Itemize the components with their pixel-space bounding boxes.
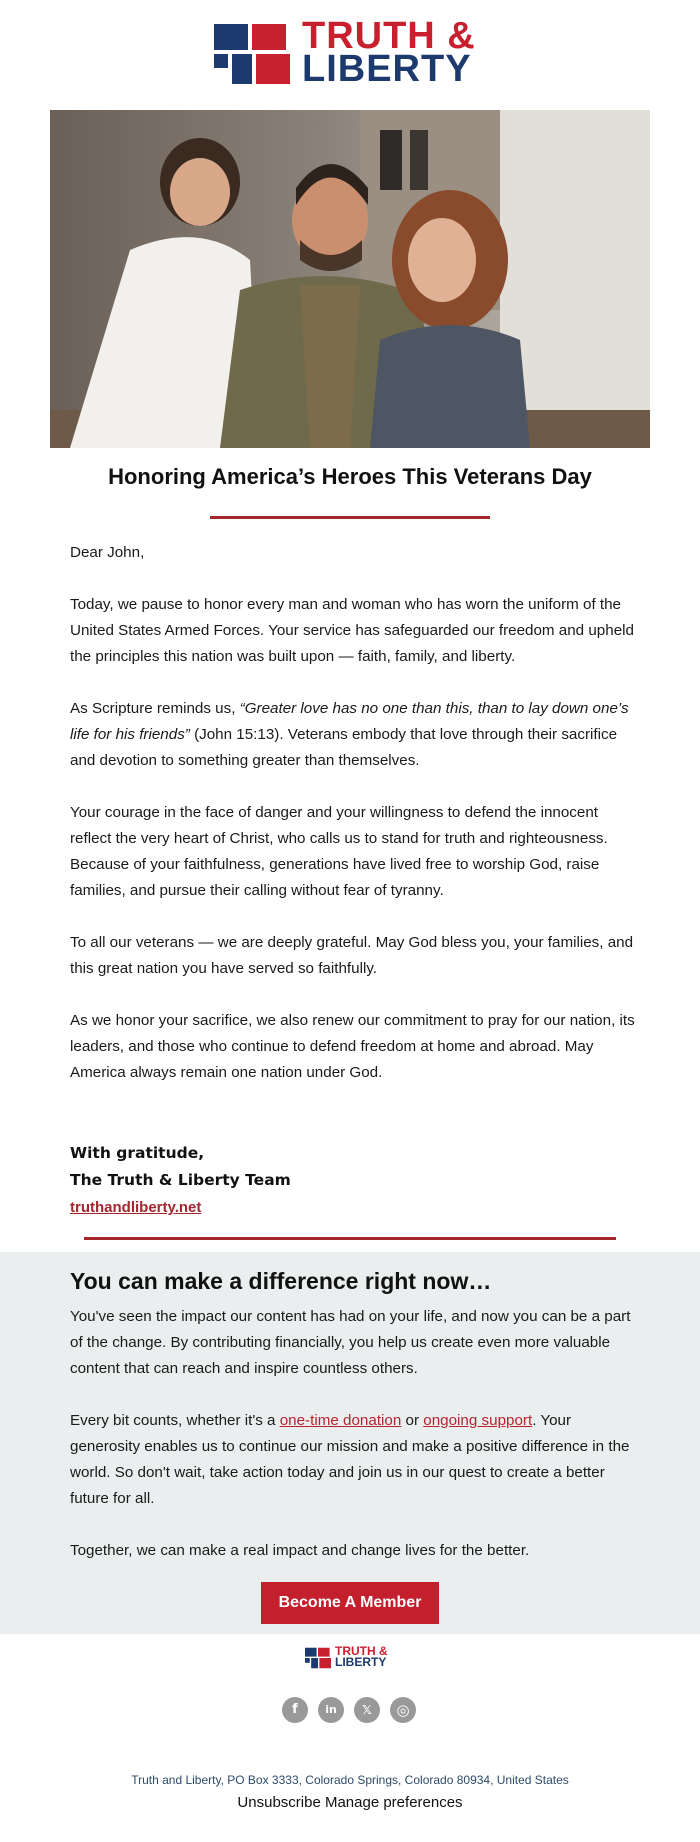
facebook-icon[interactable]: f <box>282 1697 308 1723</box>
footer-links <box>0 1794 700 1811</box>
paragraph-2-rest: (John 15:13). Veterans embody that love through their sacrifice and devotion to something greater than themselves. <box>70 726 618 769</box>
signature-closing: With gratitude, <box>70 1144 205 1162</box>
logo-mark-icon <box>214 24 290 84</box>
support-paragraph-3: Together, we can make a real impact and change lives for the better. <box>70 1542 530 1559</box>
social-links <box>282 1697 418 1723</box>
logo-line-2: LIBERTY <box>302 48 472 90</box>
signature-team: The Truth & Liberty Team <box>70 1171 291 1189</box>
footer-logo[interactable] <box>305 1646 397 1670</box>
paragraph-4: To all our veterans — we are deeply grateful. May God bless you, your families, and this great nation you have served so faithfully. <box>70 934 634 977</box>
support-section <box>0 1252 700 1634</box>
article-body <box>70 540 636 1112</box>
footer-logo-line-2: LIBERTY <box>335 1655 387 1669</box>
support-paragraph-2-or: or <box>401 1412 424 1429</box>
support-text <box>70 1304 640 1590</box>
section-divider <box>84 1237 616 1240</box>
support-paragraph-1: You've seen the impact our content has had on your life, and now you can be a part of the change. By contributing financially, you help us create even more valuable content that can reach and inspire countless others. <box>70 1308 631 1377</box>
become-member-button[interactable]: Become A Member <box>261 1582 439 1624</box>
paragraph-1: Today, we pause to honor every man and woman who has worn the uniform of the United States Armed Forces. Your service has safeguarded our freedom and upheld the principles this nation was built upon — faith, family, and liberty. <box>70 596 634 665</box>
footer-logo-line-1: TRUTH & <box>335 1644 388 1658</box>
hero-image <box>50 110 650 448</box>
mailing-address: Truth and Liberty, PO Box 3333, Colorado Springs, Colorado 80934, United States <box>131 1773 569 1787</box>
title-divider <box>210 516 490 519</box>
scripture-quote: “Greater love has no one than this, than to lay down one’s life for his friends” <box>70 700 629 743</box>
support-paragraph-2 <box>70 1408 640 1512</box>
support-heading: You can make a difference right now… <box>70 1268 492 1294</box>
greeting: Dear John, <box>70 544 145 561</box>
paragraph-5: As we honor your sacrifice, we also renew our commitment to pray for our nation, its leaders, and those who continue to defend freedom at home and abroad. May America always remain one nation under God. <box>70 1012 635 1081</box>
instagram-icon[interactable]: ◎ <box>390 1697 416 1723</box>
logo-line-1: TRUTH & <box>302 15 476 57</box>
paragraph-2 <box>70 696 636 774</box>
signature <box>70 1140 291 1221</box>
website-link[interactable]: truthandliberty.net <box>70 1199 202 1216</box>
unsubscribe-link[interactable]: Unsubscribe <box>237 1794 321 1811</box>
support-paragraph-2-rest: . Your generosity enables us to continue our mission and make a positive difference in the world. So don't wait, take action today and join us in our quest to create a better future for all. <box>70 1412 630 1507</box>
paragraph-3: Your courage in the face of danger and your willingness to defend the innocent reflect the very heart of Christ, who calls us to stand for truth and righteousness. Because of your faithfulness, generations have lived free to worship God, raise families, and pursue their calling without fear of tyranny. <box>70 804 608 899</box>
article-title: Honoring America’s Heroes This Veterans Day <box>108 464 592 489</box>
footer-logo-wordmark <box>335 1646 388 1668</box>
x-icon[interactable]: 𝕏 <box>354 1697 380 1723</box>
logo-wordmark <box>302 15 476 90</box>
support-paragraph-2-intro: Every bit counts, whether it's a <box>70 1412 280 1429</box>
ongoing-support-link[interactable]: ongoing support <box>423 1412 533 1429</box>
linkedin-icon[interactable]: in <box>318 1697 344 1723</box>
header-logo[interactable] <box>214 15 486 90</box>
one-time-donation-link[interactable]: one-time donation <box>279 1412 402 1429</box>
footer-logo-mark-icon <box>305 1647 331 1669</box>
paragraph-2-intro: As Scripture reminds us, <box>70 700 240 717</box>
manage-preferences-link[interactable]: Manage preferences <box>324 1794 463 1811</box>
